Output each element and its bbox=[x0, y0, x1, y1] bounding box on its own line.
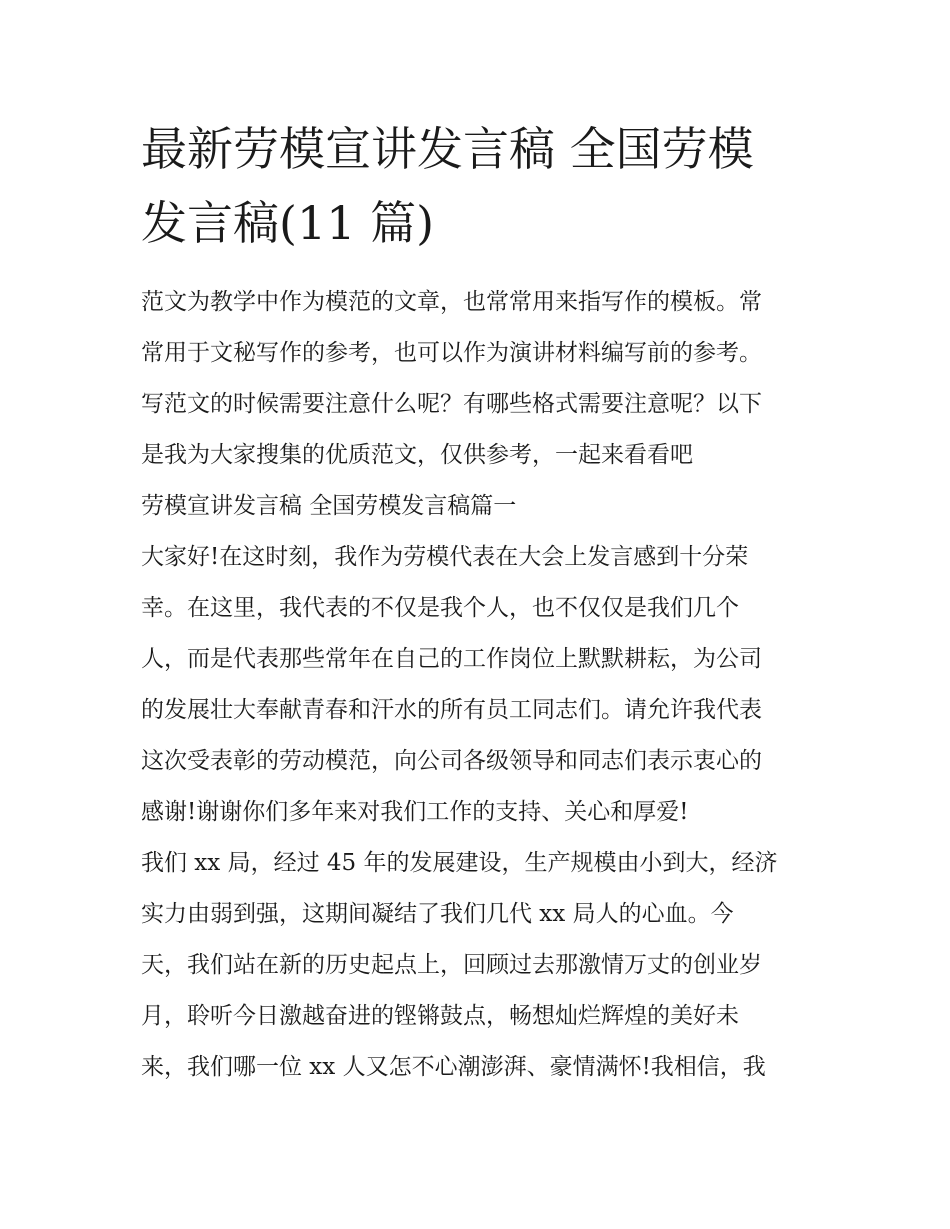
body-line: 的发展壮大奉献青春和汗水的所有员工同志们。请允许我代表 bbox=[141, 697, 762, 723]
body-line: 写范文的时候需要注意什么呢？有哪些格式需要注意呢？以下 bbox=[141, 391, 762, 417]
body-line: 大家好!在这时刻，我作为劳模代表在大会上发言感到十分荣 bbox=[141, 544, 749, 570]
body-line: 感谢!谢谢你们多年来对我们工作的支持、关心和厚爱! bbox=[141, 799, 689, 825]
body-line: 来，我们哪一位 xx 人又怎不心潮澎湃、豪情满怀!我相信，我 bbox=[141, 1054, 766, 1080]
title-line: 最新劳模宣讲发言稿 全国劳模 bbox=[141, 122, 754, 176]
title-line: 发言稿(11 篇) bbox=[141, 196, 435, 250]
section-heading: 劳模宣讲发言稿 全国劳模发言稿篇一 bbox=[141, 493, 517, 519]
body-line: 月，聆听今日激越奋进的铿锵鼓点，畅想灿烂辉煌的美好未 bbox=[141, 1003, 739, 1029]
document-title bbox=[141, 112, 821, 260]
body-line: 人，而是代表那些常年在自己的工作岗位上默默耕耘，为公司 bbox=[141, 646, 762, 672]
body-line: 我们 xx 局，经过 45 年的发展建设，生产规模由小到大，经济 bbox=[141, 850, 778, 876]
body-line: 幸。在这里，我代表的不仅是我个人，也不仅仅是我们几个 bbox=[141, 595, 739, 621]
body-line: 常用于文秘写作的参考，也可以作为演讲材料编写前的参考。 bbox=[141, 340, 762, 366]
body-line: 范文为教学中作为模范的文章，也常常用来指写作的模板。常 bbox=[141, 289, 762, 315]
body-line: 实力由弱到强，这期间凝结了我们几代 xx 局人的心血。今 bbox=[141, 901, 734, 927]
body-line: 是我为大家搜集的优质范文，仅供参考，一起来看看吧 bbox=[141, 442, 693, 468]
document-body bbox=[141, 277, 821, 1093]
body-line: 天，我们站在新的历史起点上，回顾过去那激情万丈的创业岁 bbox=[141, 952, 762, 978]
body-line: 这次受表彰的劳动模范，向公司各级领导和同志们表示衷心的 bbox=[141, 748, 762, 774]
